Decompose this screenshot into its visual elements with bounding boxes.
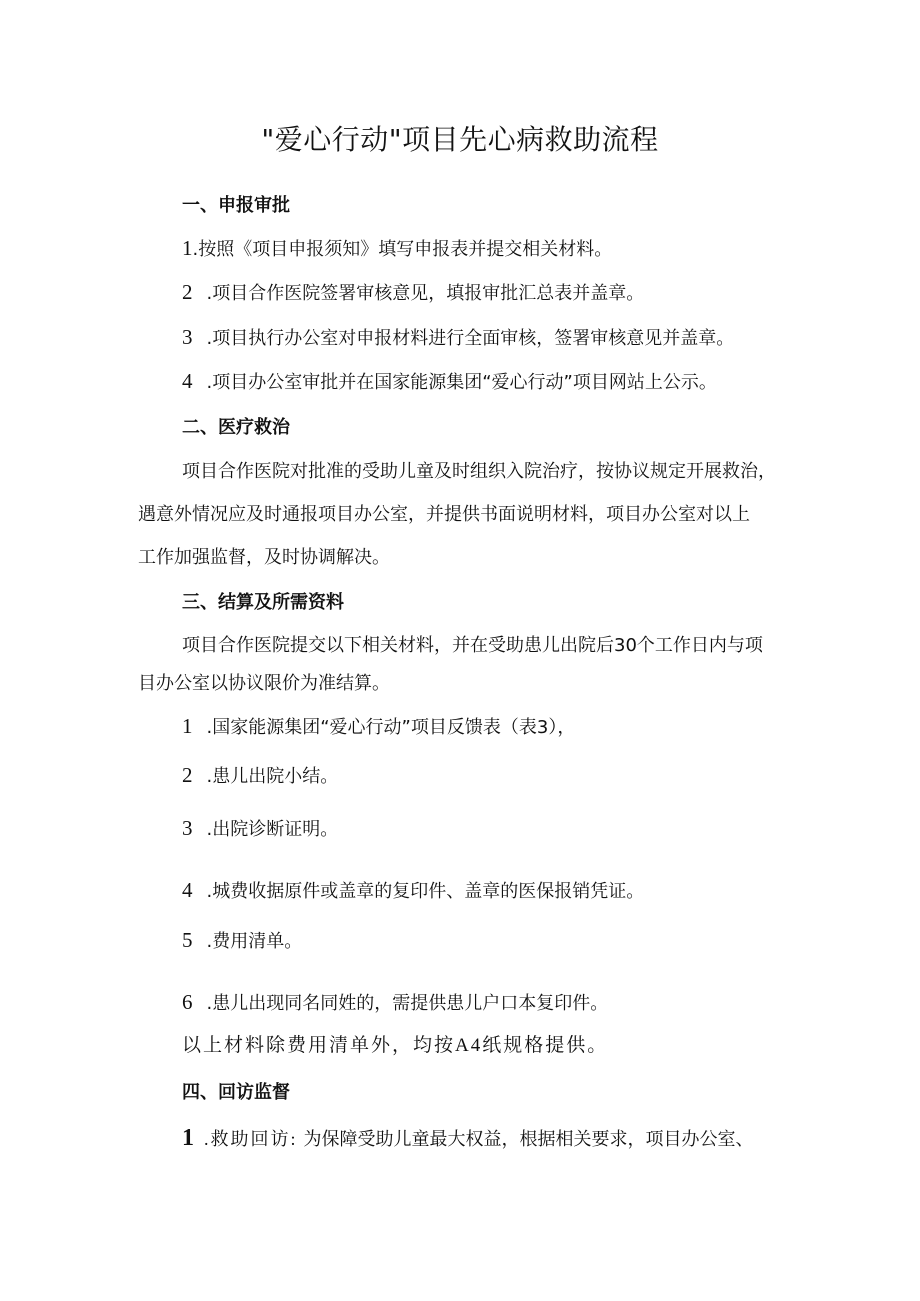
list-item bbox=[182, 877, 644, 903]
item-number: 3 bbox=[182, 325, 193, 349]
paragraph-line: 遇意外情况应及时通报项目办公室，并提供书面说明材料，项目办公室对以上 bbox=[138, 504, 750, 525]
item-number: 4 bbox=[182, 878, 193, 902]
item-text: .按照《项目申报须知》填写申报表并提交相关材料。 bbox=[192, 239, 613, 260]
section-heading-treatment: 二、医疗救治 bbox=[182, 417, 290, 438]
item-number: 2 bbox=[182, 763, 193, 787]
item-number: 1 bbox=[182, 714, 193, 738]
item-label: .救助回访: bbox=[204, 1129, 298, 1149]
list-item bbox=[182, 1125, 754, 1152]
item-text: .患儿出院小结。 bbox=[206, 766, 339, 787]
item-number: 4 bbox=[182, 369, 193, 393]
list-item bbox=[182, 279, 644, 305]
paragraph-line: 项目合作医院对批准的受助儿童及时组织入院治疗，按协议规定开展救治， bbox=[182, 461, 776, 482]
item-text: .项目执行办公室对申报材料进行全面审核，签署审核意见并盖章。 bbox=[206, 328, 735, 349]
item-number: 5 bbox=[182, 928, 193, 952]
list-item bbox=[182, 324, 734, 350]
list-item bbox=[182, 762, 338, 788]
paragraph-line: 工作加强监督，及时协调解决。 bbox=[138, 547, 390, 568]
item-number: 3 bbox=[182, 816, 193, 840]
document-title: "爱心行动"项目先心病救助流程 bbox=[261, 123, 659, 156]
section-heading-followup: 四、回访监督 bbox=[182, 1082, 290, 1103]
list-item bbox=[182, 815, 338, 841]
item-text: 为保障受助儿童最大权益，根据相关要求，项目办公室、 bbox=[303, 1129, 754, 1150]
paragraph-line: 目办公室以协议限价为准结算。 bbox=[138, 673, 390, 694]
item-number: 6 bbox=[182, 990, 193, 1014]
item-text: .费用清单。 bbox=[206, 931, 303, 952]
item-text: .项目合作医院签署审核意见，填报审批汇总表并盖章。 bbox=[206, 283, 645, 304]
item-text: .城费收据原件或盖章的复印件、盖章的医保报销凭证。 bbox=[206, 881, 645, 902]
materials-note: 以上材料除费用清单外，均按A4纸规格提供。 bbox=[182, 1035, 609, 1056]
item-number: 2 bbox=[182, 280, 193, 304]
item-text: .国家能源集团“爱心行动”项目反馈表（表3）， bbox=[206, 717, 576, 738]
list-item bbox=[182, 368, 717, 394]
item-number: 1 bbox=[182, 236, 193, 260]
section-heading-approval: 一、申报审批 bbox=[182, 195, 290, 216]
list-item bbox=[182, 989, 608, 1015]
list-item bbox=[182, 235, 612, 261]
section-heading-settlement: 三、结算及所需资料 bbox=[182, 592, 344, 613]
paragraph-line: 项目合作医院提交以下相关材料，并在受助患儿出院后30个工作日内与项 bbox=[182, 635, 763, 656]
item-text: .出院诊断证明。 bbox=[206, 819, 339, 840]
item-number: 1 bbox=[182, 1125, 194, 1151]
item-text: .项目办公室审批并在国家能源集团“爱心行动”项目网站上公示。 bbox=[206, 372, 717, 393]
list-item bbox=[182, 713, 575, 739]
item-text: .患儿出现同名同姓的，需提供患儿户口本复印件。 bbox=[206, 993, 609, 1014]
list-item bbox=[182, 927, 302, 953]
